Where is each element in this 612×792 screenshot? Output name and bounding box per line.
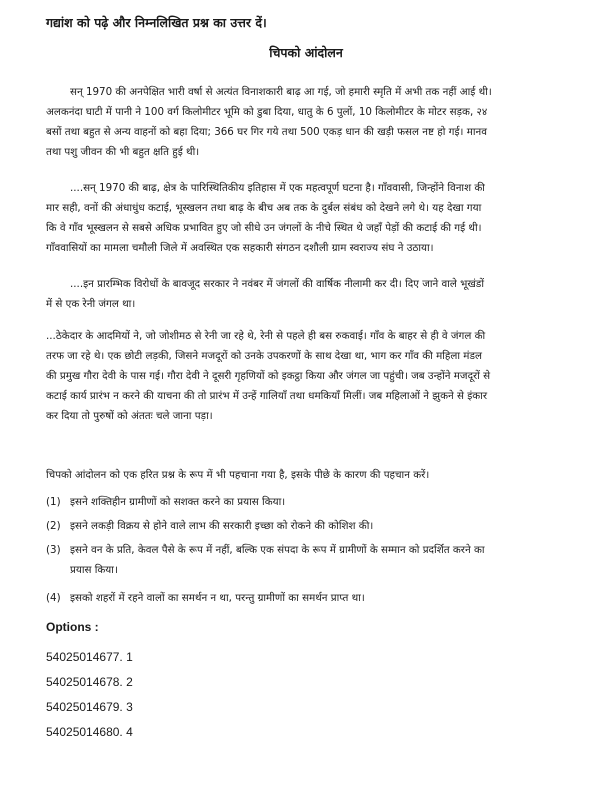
instruction-text: गद्यांश को पढ़े और निम्नलिखित प्रश्न का उत्तर दें। (46, 15, 267, 30)
passage-line: ....इन प्रारम्भिक विरोधों के बावजूद सरकार ने नवंबर में जंगलों की वार्षिक नीलामी कर दी। दिए जाने वाले भूखंडों (70, 278, 484, 290)
option-2[interactable]: 54025014678. 2 (46, 675, 133, 689)
passage-paragraph-3 (46, 274, 570, 314)
passage-title: चिपको आंदोलन (269, 45, 343, 60)
statement-number: (4) (46, 592, 61, 604)
passage-line: में से एक रेनी जंगल था। (46, 298, 136, 310)
statement-number: (2) (46, 520, 61, 532)
options-label: Options : (46, 620, 99, 634)
passage-line: तथा पशु जीवन की भी बहुत क्षति हुई थी। (46, 146, 200, 158)
question-text: चिपको आंदोलन को एक हरित प्रश्न के रूप में भी पहचाना गया है, इसके पीछे के कारण की पहचान करें। (46, 469, 430, 481)
passage-paragraph-4 (46, 326, 570, 426)
statement-line: इसने लकड़ी विक्रय से होने वाले लाभ की सरकारी इच्छा को रोकने की कोशिश की। (70, 520, 374, 532)
passage-line: मार सही, वनों की अंधाधुंध कटाई, भूस्खलन तथा बाढ़ के बीच अब तक के दुर्बल संबंध को देखने लगे थे। यह देखा गया (46, 202, 482, 214)
option-3[interactable]: 54025014679. 3 (46, 700, 133, 714)
passage-line: गाँववासियों का मामला चमौली जिले में अवस्थित एक सहकारी संगठन दशौली ग्राम स्वराज्य संघ ने उठाया। (46, 242, 434, 254)
statement-number: (1) (46, 496, 61, 508)
passage-line: कि वे गाँव भूस्खलन से सबसे अधिक प्रभावित हुए जो सीधे उन जंगलों के नीचे स्थित थे जहाँ पेड़ों की कटाई की गई थी। (46, 222, 482, 234)
passage-line: बसों तथा बहुत से अन्य वाहनों को बहा दिया; 366 घर गिर गये तथा 500 एकड़ धान की खड़ी फसल नष्ट हो गई। मानव (46, 126, 487, 138)
passage-line: तरफ जा रहे थे। एक छोटी लड़की, जिसने मजदूरों को उनके उपकरणों के साथ देखा था, भाग कर गाँव की महिला मंडल (46, 350, 482, 362)
passage-paragraph-2 (46, 178, 570, 258)
statement-line: इसको शहरों में रहने वालों का समर्थन न था, परन्तु ग्रामीणों का समर्थन प्राप्त था। (70, 592, 365, 604)
passage-line: की प्रमुख गौरा देवी के पास गई। गौरा देवी ने दूसरी गृहणियों को इकट्ठा किया और जंगल जा पहुंची। जब उन्होंने मजदूरों से (46, 370, 491, 382)
passage-paragraph-1 (46, 82, 570, 162)
statement-number: (3) (46, 544, 61, 556)
passage-line: कर दिया तो पुरुषों को अंततः चले जाना पड़ा। (46, 410, 213, 422)
passage-line: सन् 1970 की अनपेक्षित भारी वर्षा से अत्यंत विनाशकारी बाढ़ आ गई, जो हमारी स्मृति में अभी तक नहीं आई थी। (70, 86, 492, 98)
option-1[interactable]: 54025014677. 1 (46, 650, 133, 664)
passage-line: कटाई कार्य प्रारंभ न करने की याचना की तो प्रारंभ में उन्हें गालियाँ तथा धमकियाँ मिलीं। जब महिलाओं ने झुकने से इंकार (46, 390, 488, 402)
statement-line: इसने वन के प्रति, केवल पैसे के रूप में नहीं, बल्कि एक संपदा के रूप में ग्रामीणों के सम्मान को प्रदर्शित करने का (70, 544, 485, 556)
passage-line: ...ठेकेदार के आदमियों ने, जो जोशीमठ से रेनी जा रहे थे, रेनी से पहले ही बस रुकवाई। गाँव के बाहर से ही वे जंगल की (46, 330, 486, 342)
statement-line: प्रयास किया। (70, 564, 118, 576)
passage-line: ....सन् 1970 की बाढ़, क्षेत्र के पारिस्थितिकीय इतिहास में एक महत्वपूर्ण घटना है। गाँववासी, जिन्होंने विनाश की (70, 182, 485, 194)
statement-line: इसने शक्तिहीन ग्रामीणों को सशक्त करने का प्रयास किया। (70, 496, 286, 508)
option-4[interactable]: 54025014680. 4 (46, 725, 133, 739)
passage-line: अलकनंदा घाटी में पानी ने 100 वर्ग किलोमीटर भूमि को डुबा दिया, धातु के 6 पुलों, 10 किलोमीटर के मोटर सड़क, २४ (46, 106, 488, 118)
